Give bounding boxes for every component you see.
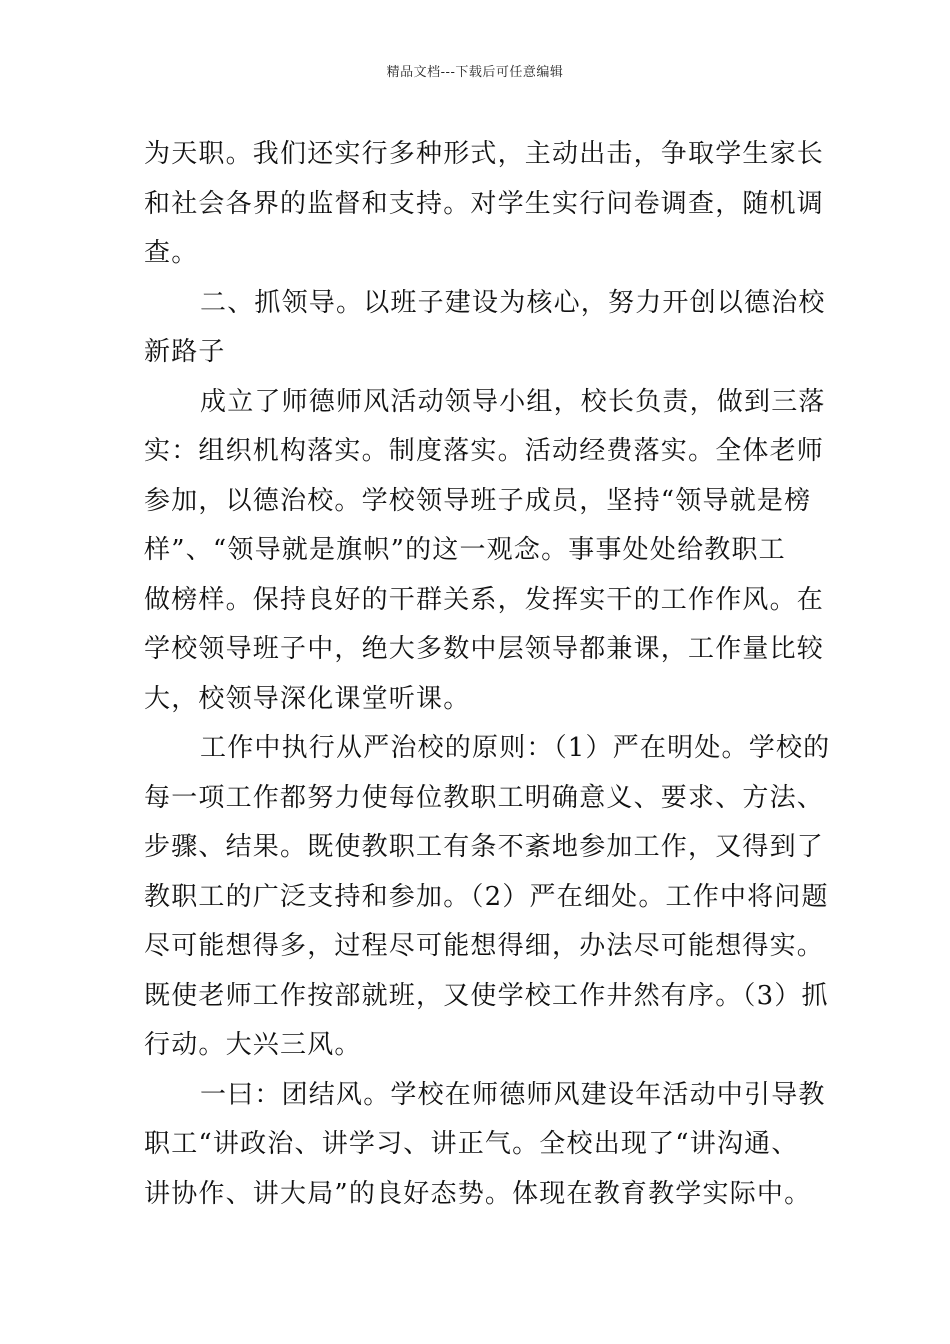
text-line: 和社会各界的监督和支持。对学生实行问卷调查，随机调 (144, 188, 825, 219)
text-line: 实：组织机构落实。制度落实。活动经费落实。全体老师 (144, 436, 825, 466)
text-line: 做榜样。保持良好的干群关系，发挥实干的工作作风。在 (144, 584, 825, 615)
page-header: 精品文档---下载后可任意编辑 (386, 65, 564, 80)
document-body (144, 130, 831, 1219)
text-line: 步骤、结果。既使教职工有条不紊地参加工作，又得到了 (144, 832, 825, 862)
text-line: 查。 (144, 238, 199, 268)
paragraph-first-line: 一曰：团结风。学校在师德师风建设年活动中引导教 (200, 1079, 826, 1110)
section-heading-line: 新路子 (144, 337, 226, 367)
text-line: 样”、“领导就是旗帜”的这一观念。事事处处给教职工 (144, 535, 786, 565)
text-line: 每一项工作都努力使每位教职工明确意义、要求、方法、 (144, 782, 825, 813)
text-line: 教职工的广泛支持和参加。（2）严在细处。工作中将问题 (144, 881, 829, 912)
text-line: 职工“讲政治、讲学习、讲正气。全校出现了“讲沟通、 (144, 1129, 799, 1159)
text-line: 为天职。我们还实行多种形式，主动出击，争取学生家长 (144, 139, 825, 169)
paragraph-first-line: 工作中执行从严治校的原则：（1）严在明处。学校的 (200, 733, 831, 763)
text-line: 讲协作、讲大局”的良好态势。体现在教育教学实际中。 (144, 1178, 812, 1209)
text-line: 尽可能想得多，过程尽可能想得细，办法尽可能想得实。 (144, 931, 825, 961)
text-line: 学校领导班子中，绝大多数中层领导都兼课，工作量比较 (144, 634, 825, 664)
text-line: 既使老师工作按部就班，又使学校工作井然有序。（3）抓 (144, 980, 829, 1011)
section-heading-line: 二、抓领导。以班子建设为核心，努力开创以德治校 (200, 287, 826, 318)
text-line: 行动。大兴三风。 (144, 1030, 362, 1060)
paragraph-first-line: 成立了师德师风活动领导小组，校长负责，做到三落 (200, 386, 826, 417)
text-line: 大，校领导深化课堂听课。 (144, 683, 471, 714)
text-line: 参加，以德治校。学校领导班子成员，坚持“领导就是榜 (144, 485, 812, 516)
